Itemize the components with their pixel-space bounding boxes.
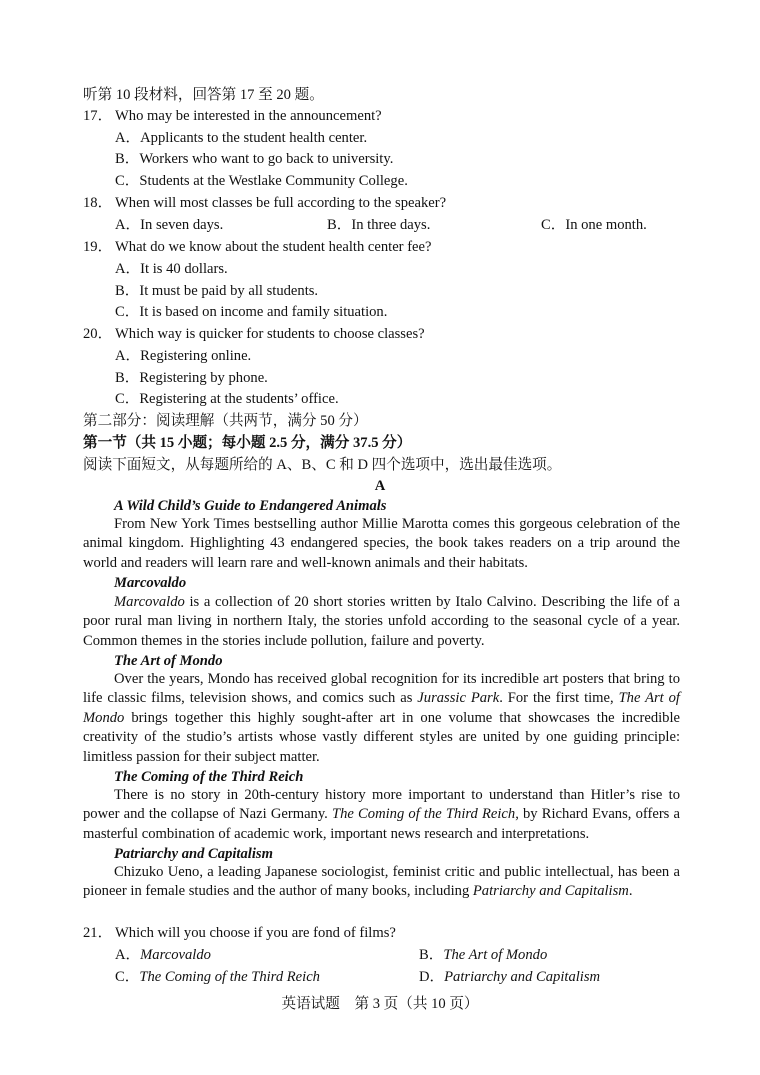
option-text: Registering online.	[140, 348, 252, 364]
book-desc-marcovaldo	[83, 593, 680, 651]
option-text: Marcovaldo	[140, 947, 211, 963]
reading-instructions: 阅读下面短文，从每题所给的 A、B、C 和 D 四个选项中，选出最佳选项。	[83, 457, 562, 473]
book-desc-text: There is no story in 20th-century history more important to understand than Hitler’s rise to power and the collapse of Nazi Germany.	[83, 787, 680, 823]
q18-option-b	[327, 215, 430, 235]
option-letter: C．	[541, 217, 566, 233]
option-text: It is based on income and family situation.	[139, 304, 388, 320]
option-letter: B．	[327, 217, 352, 233]
q21-number: 21．	[83, 925, 113, 941]
book-title-marcovaldo: Marcovaldo	[114, 575, 187, 591]
option-letter: A．	[115, 947, 141, 963]
option-letter: B．	[115, 370, 140, 386]
q21-option-b	[419, 945, 547, 965]
book-desc-text: Chizuko Ueno, a leading Japanese sociologist, feminist critic and public intellectual, has been a pioneer in female studies and the author of many books, including	[83, 864, 680, 900]
option-letter: A．	[115, 348, 141, 364]
book-desc-patriarchy	[83, 863, 680, 902]
q21-stem: Which will you choose if you are fond of films?	[115, 925, 396, 941]
book-desc-italic: The Art of Mondo	[83, 690, 680, 726]
book-title-patriarchy: Patriarchy and Capitalism	[114, 846, 273, 862]
q18-option-c	[541, 215, 647, 235]
q18-option-a	[115, 215, 223, 235]
option-text: Registering at the students’ office.	[139, 391, 339, 407]
option-text: Workers who want to go back to university.	[139, 151, 394, 167]
q21-option-d	[419, 967, 600, 987]
q20-stem: Which way is quicker for students to choose classes?	[115, 326, 425, 342]
q17-option-b	[115, 149, 393, 169]
q20-number: 20．	[83, 326, 113, 342]
option-letter: A．	[115, 217, 141, 233]
q18-number: 18．	[83, 195, 113, 211]
q19-stem: What do we know about the student health center fee?	[115, 239, 432, 255]
q17-number: 17．	[83, 108, 113, 124]
option-text: In seven days.	[140, 217, 224, 233]
option-text: Registering by phone.	[139, 370, 268, 386]
book-desc-text: is a collection of 20 short stories written by Italo Calvino. Describing the life of a poor rural man living in northern Italy, the stories unfold according to the seasonal cycle of a year. Common themes in the stories include pollution, failure and poverty.	[83, 594, 680, 649]
book-title-wild-child: A Wild Child’s Guide to Endangered Animals	[114, 498, 387, 514]
option-letter: D．	[419, 969, 445, 985]
book-desc-text: .	[628, 883, 633, 900]
book-desc-text: , by Richard Evans, offers a masterful combination of academic work, important news research and interpretations.	[83, 806, 680, 842]
book-desc-italic: The Coming of the Third Reich	[332, 806, 516, 823]
q17-option-c	[115, 171, 408, 191]
q20-option-a	[115, 346, 251, 366]
option-letter: C．	[115, 969, 140, 985]
option-text: In one month.	[565, 217, 647, 233]
section1-heading: 第一节（共 15 小题；每小题 2.5 分，满分 37.5 分）	[83, 435, 412, 451]
book-desc-text: . For the first time,	[499, 690, 619, 707]
q19-number: 19．	[83, 239, 113, 255]
option-text: The Coming of the Third Reich	[139, 969, 320, 985]
book-title-third-reich: The Coming of the Third Reich	[114, 769, 304, 785]
page-footer: 英语试题 第 3 页（共 10 页）	[281, 996, 479, 1012]
q21-option-a	[115, 945, 211, 965]
option-letter: B．	[419, 947, 444, 963]
option-text: It is 40 dollars.	[140, 261, 228, 277]
option-text: In three days.	[351, 217, 431, 233]
option-text: Applicants to the student health center.	[140, 130, 368, 146]
option-text: Patriarchy and Capitalism	[444, 969, 601, 985]
q18-stem: When will most classes be full according to the speaker?	[115, 195, 447, 211]
book-desc-text: From New York Times bestselling author Millie Marotta comes this gorgeous celebration of the animal kingdom. Highlighting 43 endangered species, the book takes readers on a trip around the world and readers will learn rare and well-known animals and their habitats.	[83, 516, 680, 571]
book-desc-italic: Marcovaldo	[114, 594, 185, 610]
book-desc-third-reich	[83, 786, 680, 844]
book-desc-text: Over the years, Mondo has received global recognition for its incredible art posters that bring to life classic films, television shows, and comics such as	[83, 671, 680, 707]
option-letter: C．	[115, 391, 140, 407]
q17-stem: Who may be interested in the announcement?	[115, 108, 382, 124]
option-letter: A．	[115, 130, 141, 146]
q19-option-b	[115, 281, 318, 301]
q20-option-b	[115, 368, 268, 388]
option-text: It must be paid by all students.	[139, 283, 319, 299]
book-desc-art-of-mondo	[83, 670, 680, 767]
q19-option-a	[115, 259, 228, 279]
q19-option-c	[115, 302, 387, 322]
book-title-art-of-mondo: The Art of Mondo	[114, 653, 223, 669]
part2-heading: 第二部分：阅读理解（共两节，满分 50 分）	[83, 413, 368, 429]
book-desc-italic: Jurassic Park	[417, 690, 500, 707]
option-letter: B．	[115, 151, 140, 167]
option-text: The Art of Mondo	[443, 947, 548, 963]
option-letter: C．	[115, 304, 140, 320]
option-letter: A．	[115, 261, 141, 277]
passage-letter: A	[374, 478, 386, 494]
q17-option-a	[115, 128, 367, 148]
book-desc-text: brings together this highly sought-after art in one volume that showcases the incredible creativity of the studio’s artists whose vastly different styles are united by one guiding principle: limitless passion for their subject matter.	[83, 709, 680, 765]
option-letter: B．	[115, 283, 140, 299]
q20-option-c	[115, 389, 339, 409]
option-text: Students at the Westlake Community College.	[139, 173, 408, 189]
listening-intro: 听第 10 段材料，回答第 17 至 20 题。	[83, 87, 324, 103]
q21-option-c	[115, 967, 320, 987]
book-desc-italic: Patriarchy and Capitalism	[472, 883, 629, 900]
option-letter: C．	[115, 173, 140, 189]
book-desc-wild-child	[83, 515, 680, 573]
